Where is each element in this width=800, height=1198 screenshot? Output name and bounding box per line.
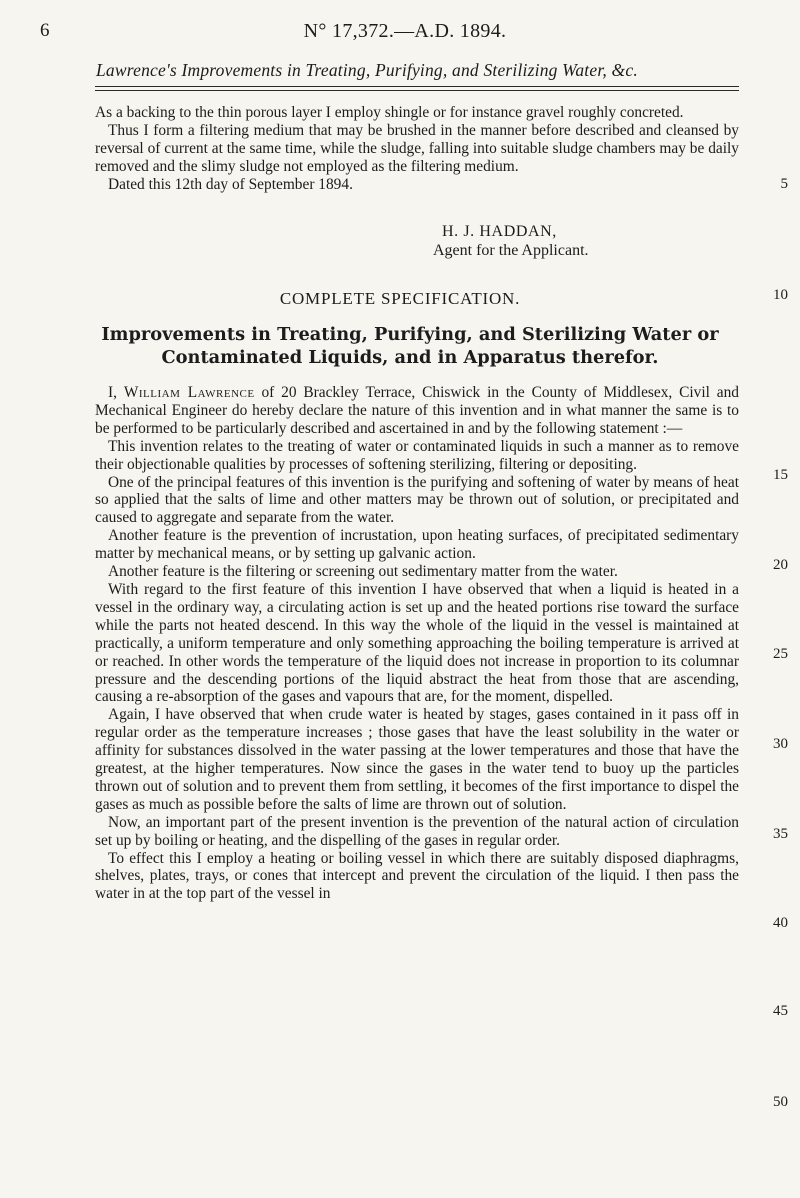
line-number: 40: [773, 915, 788, 931]
paragraph: To effect this I employ a heating or boiling vessel in which there are suitably disposed diaphragms, shelves, plates, trays, or cones that intercept and prevent the circulation of the liquid. I then pass the water in at the top part of the vessel in: [95, 849, 739, 903]
paragraph: Thus I form a filtering medium that may be brushed in the manner before described and cleansed by reversal of current at the same time, while the sludge, falling into suitable sludge chambers may be daily removed and the slimy sludge not employed as the filtering medium.: [95, 121, 739, 175]
specification-body: [95, 384, 739, 903]
paragraph: Now, an important part of the present invention is the prevention of the natural action of circulation set up by boiling or heating, and the dispelling of the gases in regular order.: [95, 813, 739, 849]
header-rule-thin: [95, 90, 739, 91]
intro-pre: I,: [108, 384, 124, 401]
signature-role: Agent for the Applicant.: [433, 241, 589, 259]
intro-post: of 20 Brackley Terrace, Chiswick in the County of Middlesex, Civil and Mechanical Engineer do hereby declare the nature of this invention and in what manner the same is to be performed to be particularly described and ascertained in and by the following statement :—: [95, 384, 739, 437]
spec-title-line-1: Improvements in Treating, Purifying, and Sterilizing Water or: [101, 324, 719, 345]
inventor-name: William Lawrence: [123, 384, 255, 401]
line-number: 10: [773, 287, 788, 303]
line-number: 5: [780, 176, 788, 192]
paragraph: With regard to the first feature of this invention I have observed that when a liquid is heated in a vessel in the ordinary way, a circulating action is set up and the heated portions rise toward the surface while the parts not heated descend. In this way the whole of the liquid in the vessel is maintained at practically, a uniform temperature and only something approaching the boiling temperature is arrived at or reached. In other words the temperature of the liquid does not increase in proportion to its columnar pressure and the descending portions of the liquid abstract the heat from those that are ascending, causing a re-absorption of the gases and vapours that are, for the moment, dispelled.: [95, 580, 739, 706]
running-title: Lawrence's Improvements in Treating, Purifying, and Sterilizing Water, &c.: [96, 60, 638, 80]
line-number: 30: [773, 736, 788, 752]
intro-paragraph: [95, 384, 739, 438]
page-number: 6: [40, 20, 50, 41]
signature-name: H. J. HADDAN,: [442, 223, 557, 240]
paragraph: Another feature is the prevention of incrustation, upon heating surfaces, of precipitated sedimentary matter by mechanical means, or by setting up galvanic action.: [95, 527, 739, 563]
line-number: 15: [773, 467, 788, 483]
provisional-text: [95, 104, 739, 194]
signature-block: [433, 223, 589, 260]
line-number: 50: [773, 1094, 788, 1110]
line-number: 20: [773, 557, 788, 573]
paragraph: One of the principal features of this invention is the purifying and softening of water by means of heat so applied that the salts of lime and other matters may be thrown out of solution, or precipitated and caused to aggregate and separate from the water.: [95, 473, 739, 527]
patent-number: N° 17,372.—A.D. 1894.: [303, 20, 507, 42]
spec-title-line-2: Contaminated Liquids, and in Apparatus therefor.: [161, 347, 659, 368]
line-number: 35: [773, 826, 788, 842]
paragraph: Another feature is the filtering or screening out sedimentary matter from the water.: [108, 563, 618, 581]
spec-title: [60, 323, 760, 369]
complete-spec-heading: COMPLETE SPECIFICATION.: [279, 289, 521, 308]
page-header: [40, 20, 770, 46]
header-rule: [95, 86, 739, 87]
paragraph: As a backing to the thin porous layer I employ shingle or for instance gravel roughly concreted.: [95, 104, 684, 121]
paragraph: This invention relates to the treating of water or contaminated liquids in such a manner as to remove their objectionable qualities by processes of softening sterilizing, filtering or depositing.: [95, 437, 739, 473]
line-number: 25: [773, 646, 788, 662]
dated-line: Dated this 12th day of September 1894.: [108, 175, 353, 193]
paragraph: Again, I have observed that when crude water is heated by stages, gases contained in it pass off in regular order as the temperature increases ; those gases that have the least solubility in the water or affinity for substances dissolved in the water passing at the lower temperatures and those that have the greatest, at the higher temperatures. Now since the gases in the water tend to buoy up the particles thrown out of solution and to prevent them from settling, it becomes of the first importance to dispel the gases as much as possible before the salts of lime are thrown out of solution.: [95, 706, 739, 813]
line-number: 45: [773, 1003, 788, 1019]
